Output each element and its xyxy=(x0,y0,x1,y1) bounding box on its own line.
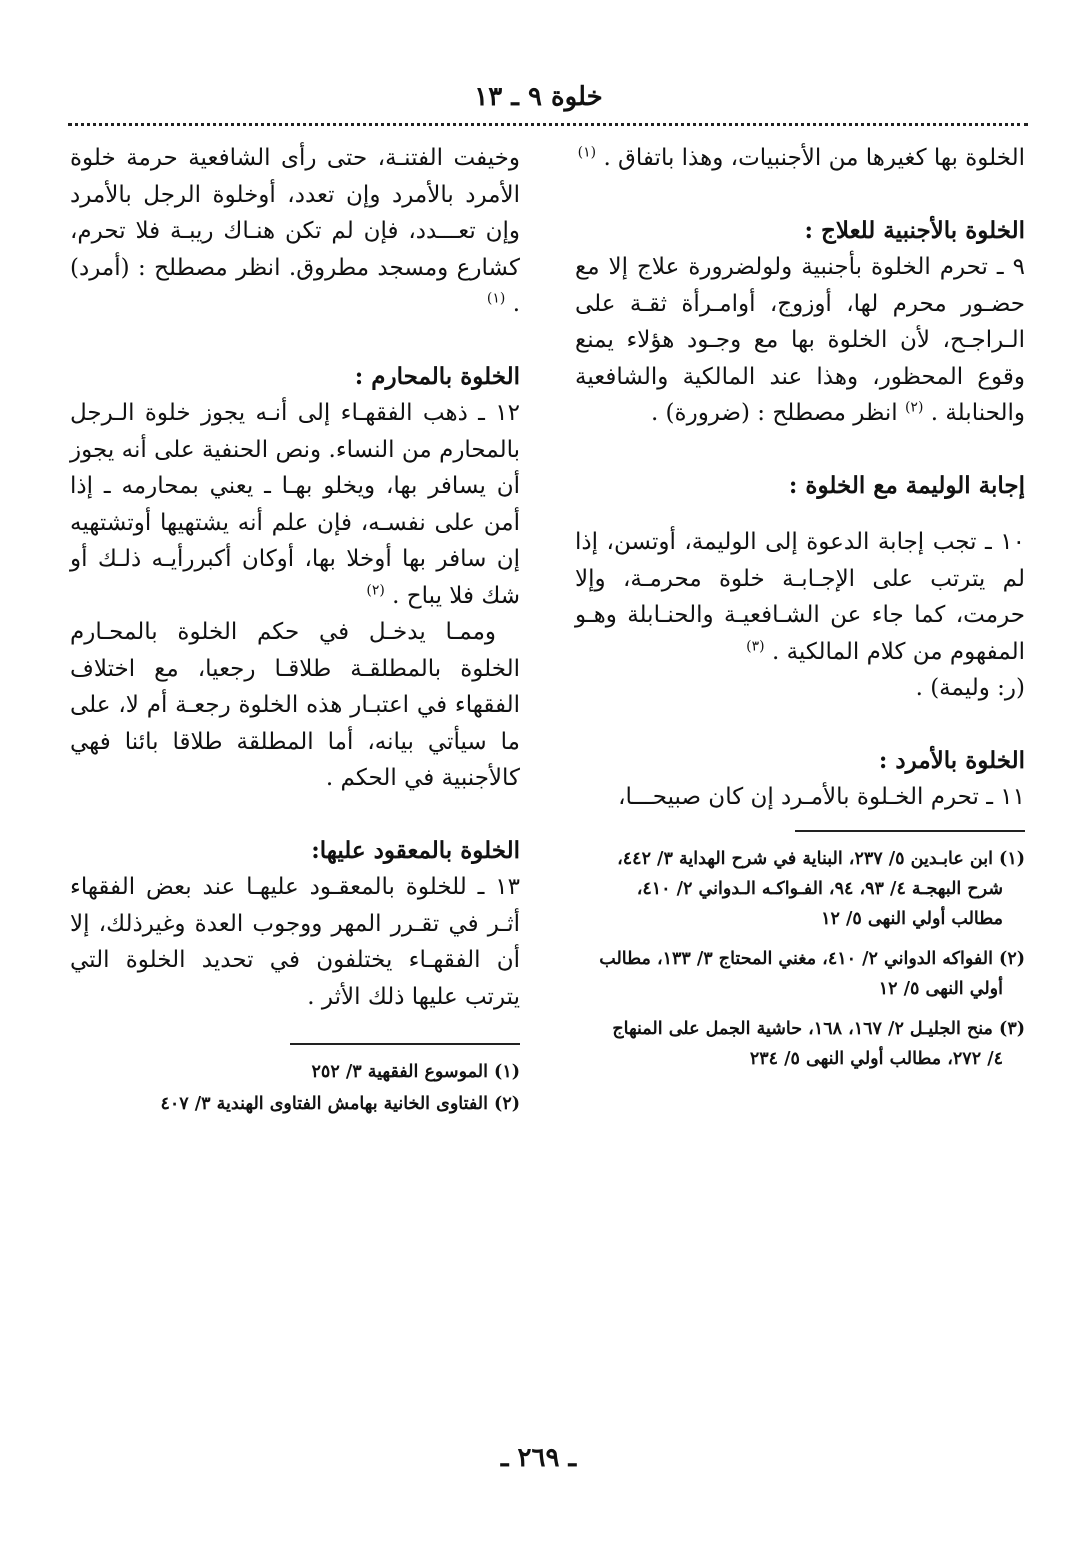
section-heading-walima: إجابة الوليمة مع الخلوة : xyxy=(788,471,1025,499)
paragraph-10-text: ١٠ ـ تجب إجابة الدعوة إلى الوليمة، أوتسن، إذا لم يترتب على الإجـابـة خلوة محرمـة، وإلا حرمت، كما جاء عن الشـافعيـة والحنـابلة وهـو المفهوم من كلام المالكية . xyxy=(575,529,1025,665)
footnote-3-line-2: ٤/ ٢٧٢، مطالب أولي النهى ٥/ ٢٣٤ xyxy=(749,1048,1003,1069)
footnote-3 xyxy=(575,1014,1025,1074)
spacer xyxy=(70,797,520,833)
paragraph-9-tail: انظر مصطلح : (ضرورة) . xyxy=(650,400,898,426)
cross-reference: (ر: وليمة) . xyxy=(915,675,1025,701)
paragraph-13: ١٣ ـ للخلوة بالمعقـود عليهـا عند بعض الفقهاء أثـر في تقـرر المهر ووجوب العدة وغيرذلك، إلا أن الفقهـاء يختلفون في تحديد الخلوة التي يترتب عليها ذلك الأثر . xyxy=(70,874,520,1010)
paragraph-intro-text: الخلوة بها كغيرها من الأجنبيات، وهذا باتفاق . xyxy=(603,145,1025,171)
left-footnotes xyxy=(70,1057,520,1119)
footnote-ref: (٢) xyxy=(904,399,924,416)
paragraph-11: ١١ ـ تحرم الخـلوة بالأمـرد إن كان صبيحـــا، xyxy=(618,784,1025,810)
paragraph-12b: وممـا يدخـل في حكم الخلوة بالمحـارم الخلوة بالمطلقـة طلاقـا رجعيا، مع اختلاف الفقهاء في اعتبـار هذه الخلوة رجعـة أم لا، على ما سيأتي بيانه، أما المطلقة طلاقا بائنا فهي كالأجنبية في الحكم . xyxy=(70,619,521,791)
spacer xyxy=(575,707,1025,743)
paragraph-intro xyxy=(575,140,1025,177)
spacer xyxy=(575,832,1025,844)
page-number: ـ ٢٦٩ ـ xyxy=(500,1443,577,1473)
section-heading-treatment: الخلوة بالأجنبية للعلاج : xyxy=(804,216,1025,244)
paragraph-10 xyxy=(575,524,1025,670)
footnote-ref: (٢) xyxy=(366,581,385,598)
footnote-ref: (١) xyxy=(577,144,597,161)
footnote-ref: (١) xyxy=(486,290,506,307)
section-heading-amrad: الخلوة بالأمرد : xyxy=(878,746,1025,774)
spacer xyxy=(575,432,1025,468)
paragraph-12 xyxy=(70,395,520,614)
spacer xyxy=(70,323,520,359)
footnote-1-line-3: مطالب أولي النهى ٥/ ١٢ xyxy=(821,908,1003,929)
footnote-2-line-2: أولي النهى ٥/ ١٢ xyxy=(878,978,1003,999)
spacer xyxy=(70,1015,520,1043)
paragraph-9 xyxy=(575,249,1025,432)
spacer xyxy=(575,504,1025,524)
spacer xyxy=(575,177,1025,213)
footnote-2-line-1: (٢) الفواكه الدواني ٢/ ٤١٠، مغني المحتاج ٣/ ١٣٣، مطالب xyxy=(599,948,1025,969)
spacer xyxy=(70,1045,520,1057)
right-footnotes xyxy=(575,844,1025,1074)
paragraph-9-text: ٩ ـ تحرم الخلوة بأجنبية ولولضرورة علاج إلا مع حضـور محرم لها، أوزوج، أوامـرأة ثقـة على الـراجـح، لأن الخلوة بها مع وجـود هؤلاء يمنع وقوع المحظور، وهذا عند المالكية والشافعية والحنابلة . xyxy=(575,254,1025,426)
footnote-1: (١) الموسوع الفقهية ٣/ ٢٥٢ xyxy=(311,1062,520,1082)
paragraph-11-continued xyxy=(70,140,520,323)
header-dotted-rule xyxy=(68,123,1028,126)
running-header: خلوة ٩ ـ ١٣ xyxy=(474,82,603,112)
paragraph-12-text: ١٢ ـ ذهب الفقهـاء إلى أنـه يجوز خلوة الـرجل بالمحارم من النساء. ونص الحنفية على أنه يجوز أن يسافر بها، ويخلو بهـا ـ يعني بمحارمه ـ إذا أمن على نفسـه، فإن علم أنه يشتهيها أوتشتهيه إن سافر بها أوخلا بها، أوكان أكبررأيـه ذلـك أو شك فلا يباح . xyxy=(70,400,520,609)
footnote-2 xyxy=(575,944,1025,1004)
paragraph-11-continued-text: وخيفت الفتنـة، حتى رأى الشافعية حرمة خلوة الأمرد بالأمرد وإن تعدد، أوخلوة الرجل بالأمرد وإن تعـــدد، فإن لم تكن هنـاك ريبـة فلا تحرم، كشارع ومسجد مطروق. انظر مصطلح : (أمرد) . xyxy=(70,145,520,317)
footnote-2: (٢) الفتاوى الخانية بهامش الفتاوى الهندية ٣/ ٤٠٧ xyxy=(160,1094,520,1114)
section-heading-maharim: الخلوة بالمحارم : xyxy=(354,362,520,390)
spacer xyxy=(575,816,1025,830)
footnote-1-line-1: (١) ابن عابـدين ٥/ ٢٣٧، البناية في شرح الهداية ٣/ ٤٤٢، xyxy=(617,848,1025,869)
section-heading-maqud: الخلوة بالمعقود عليها: xyxy=(311,836,520,864)
right-column xyxy=(575,140,1025,1084)
footnote-1 xyxy=(575,844,1025,934)
footnote-ref: (٣) xyxy=(746,637,765,654)
footnote-3-line-1: (٣) منح الجليـل ٢/ ١٦٧، ١٦٨، حاشية الجمل على المنهاج xyxy=(612,1018,1025,1039)
left-column xyxy=(70,140,520,1129)
footnote-1-line-2: شرح البهجـة ٤/ ٩٣، ٩٤، الفـواكـه الـدواني ٢/ ٤١٠، xyxy=(636,878,1003,899)
